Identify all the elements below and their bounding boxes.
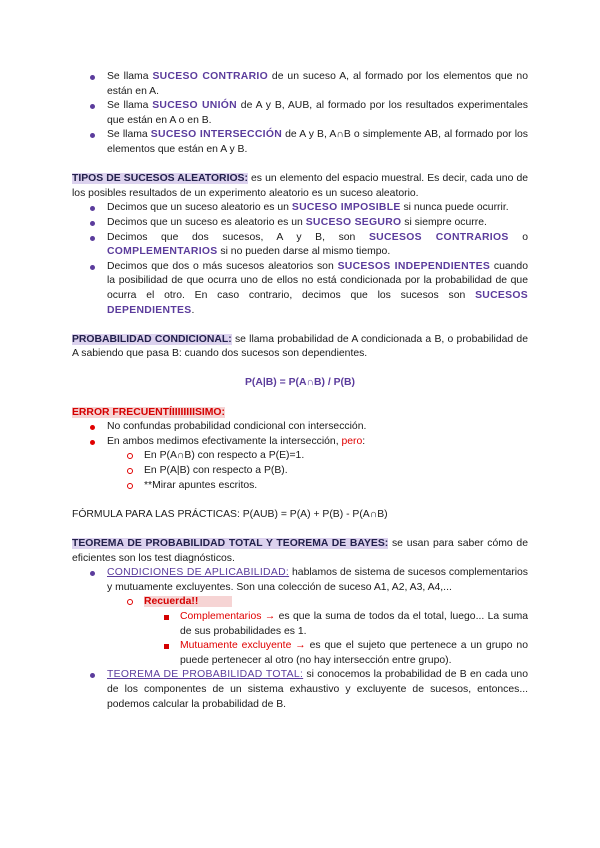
list-item: Decimos que un suceso es aleatorio es un SUCESO SEGURO si siempre ocurre. bbox=[72, 216, 528, 231]
intro-list bbox=[72, 70, 528, 158]
list-item: No confundas probabilidad condicional con intersección. bbox=[72, 420, 528, 435]
list-item: Decimos que dos o más sucesos aleatorios son SUCESOS INDEPENDIENTES cuando la posibilidad de que ocurra uno de ellos no está condicionada por la probabilidad de que ocurra el otro. En caso contrario, decimos que los sucesos son SUCESOS DEPENDIENTES. bbox=[72, 260, 528, 318]
bullet-icon bbox=[90, 206, 95, 211]
bullet-icon bbox=[90, 265, 95, 270]
sub-sub-list-item: Complementarios → es que la suma de todos da el total, luego... La suma de sus probabilidades es 1. bbox=[72, 610, 528, 639]
sub-sub-list-item: Mutuamente excluyente → es que el sujeto que pertenece a un grupo no puede pertenecer al otro (no hay intersección entre grupo). bbox=[72, 639, 528, 668]
formula-practicas: FÓRMULA PARA LAS PRÁCTICAS: P(AUB) = P(A) + P(B) - P(A∩B) bbox=[72, 508, 388, 520]
sub-list-item: **Mirar apuntes escritos. bbox=[72, 479, 528, 494]
error-list bbox=[72, 420, 528, 493]
error-heading: ERROR FRECUENTÍIIIIIIIISIMO: bbox=[72, 406, 225, 418]
bullet-icon bbox=[90, 425, 95, 430]
document-page bbox=[72, 70, 528, 712]
sub-list-item bbox=[72, 595, 528, 610]
bullet-icon bbox=[90, 104, 95, 109]
list-item: En ambos medimos efectivamente la intersección, pero: bbox=[72, 435, 528, 450]
square-bullet-icon bbox=[164, 644, 169, 649]
list-item: TEOREMA DE PROBABILIDAD TOTAL: si conocemos la probabilidad de B en cada uno de los componentes de un sistema exhaustivo y excluyente de sucesos, entonces... podemos calcular la probabilidad de B. bbox=[72, 668, 528, 712]
teorema-total-link[interactable]: TEOREMA DE PROBABILIDAD TOTAL: bbox=[107, 669, 304, 681]
square-bullet-icon bbox=[164, 615, 169, 620]
circle-bullet-icon bbox=[127, 599, 133, 605]
recuerda-label: Recuerda!! bbox=[144, 596, 232, 607]
list-item: Decimos que dos sucesos, A y B, son SUCESOS CONTRARIOS o COMPLEMENTARIOS si no pueden darse al mismo tiempo. bbox=[72, 231, 528, 260]
circle-bullet-icon bbox=[127, 468, 133, 474]
bullet-icon bbox=[90, 75, 95, 80]
tipos-heading: TIPOS DE SUCESOS ALEATORIOS: bbox=[72, 173, 248, 185]
bullet-icon bbox=[90, 236, 95, 241]
list-item: Se llama SUCESO CONTRARIO de un suceso A, al formado por los elementos que no están en A. bbox=[72, 70, 528, 99]
sub-list-item: En P(A∩B) con respecto a P(E)=1. bbox=[72, 449, 528, 464]
conditional-formula: P(A|B) = P(A∩B) / P(B) bbox=[245, 377, 355, 389]
condiciones-link[interactable]: CONDICIONES DE APLICABILIDAD: bbox=[107, 567, 290, 579]
bullet-icon bbox=[90, 133, 95, 138]
tipos-list bbox=[72, 201, 528, 318]
list-item: CONDICIONES DE APLICABILIDAD: hablamos de sistema de sucesos complementarios y mutuamente excluyentes. Son una colección de suceso A1, A2, A3, A4,... bbox=[72, 566, 528, 595]
list-item: Se llama SUCESO UNIÓN de A y B, AUB, al formado por los resultados experimentales que están en A o en B. bbox=[72, 99, 528, 128]
bullet-icon bbox=[90, 673, 95, 678]
bullet-icon bbox=[90, 440, 95, 445]
circle-bullet-icon bbox=[127, 453, 133, 459]
condicional-paragraph: PROBABILIDAD CONDICIONAL: se llama probabilidad de A condicionada a B, o probabilidad de A sabiendo que pasa B: cuando dos sucesos son dependientes. bbox=[72, 333, 528, 360]
list-item: Se llama SUCESO INTERSECCIÓN de A y B, A∩B o simplemente AB, al formado por los elementos que están en A y B. bbox=[72, 128, 528, 157]
circle-bullet-icon bbox=[127, 483, 133, 489]
list-item: Decimos que un suceso aleatorio es un SUCESO IMPOSIBLE si nunca puede ocurrir. bbox=[72, 201, 528, 216]
tipos-paragraph: TIPOS DE SUCESOS ALEATORIOS: es un elemento del espacio muestral. Es decir, cada uno de los posibles resultados de un experimento aleatorio es un suceso aleatorio. bbox=[72, 173, 528, 199]
teorema-heading: TEOREMA DE PROBABILIDAD TOTAL Y TEOREMA DE BAYES: bbox=[72, 538, 389, 549]
error-paragraph bbox=[72, 406, 528, 421]
bullet-icon bbox=[90, 221, 95, 226]
teorema-paragraph: TEOREMA DE PROBABILIDAD TOTAL Y TEOREMA DE BAYES: se usan para saber cómo de eficientes son los test diagnósticos. bbox=[72, 538, 528, 564]
sub-list-item: En P(A|B) con respecto a P(B). bbox=[72, 464, 528, 479]
bullet-icon bbox=[90, 571, 95, 576]
condicional-heading: PROBABILIDAD CONDICIONAL: bbox=[72, 333, 232, 345]
teorema-list bbox=[72, 566, 528, 712]
